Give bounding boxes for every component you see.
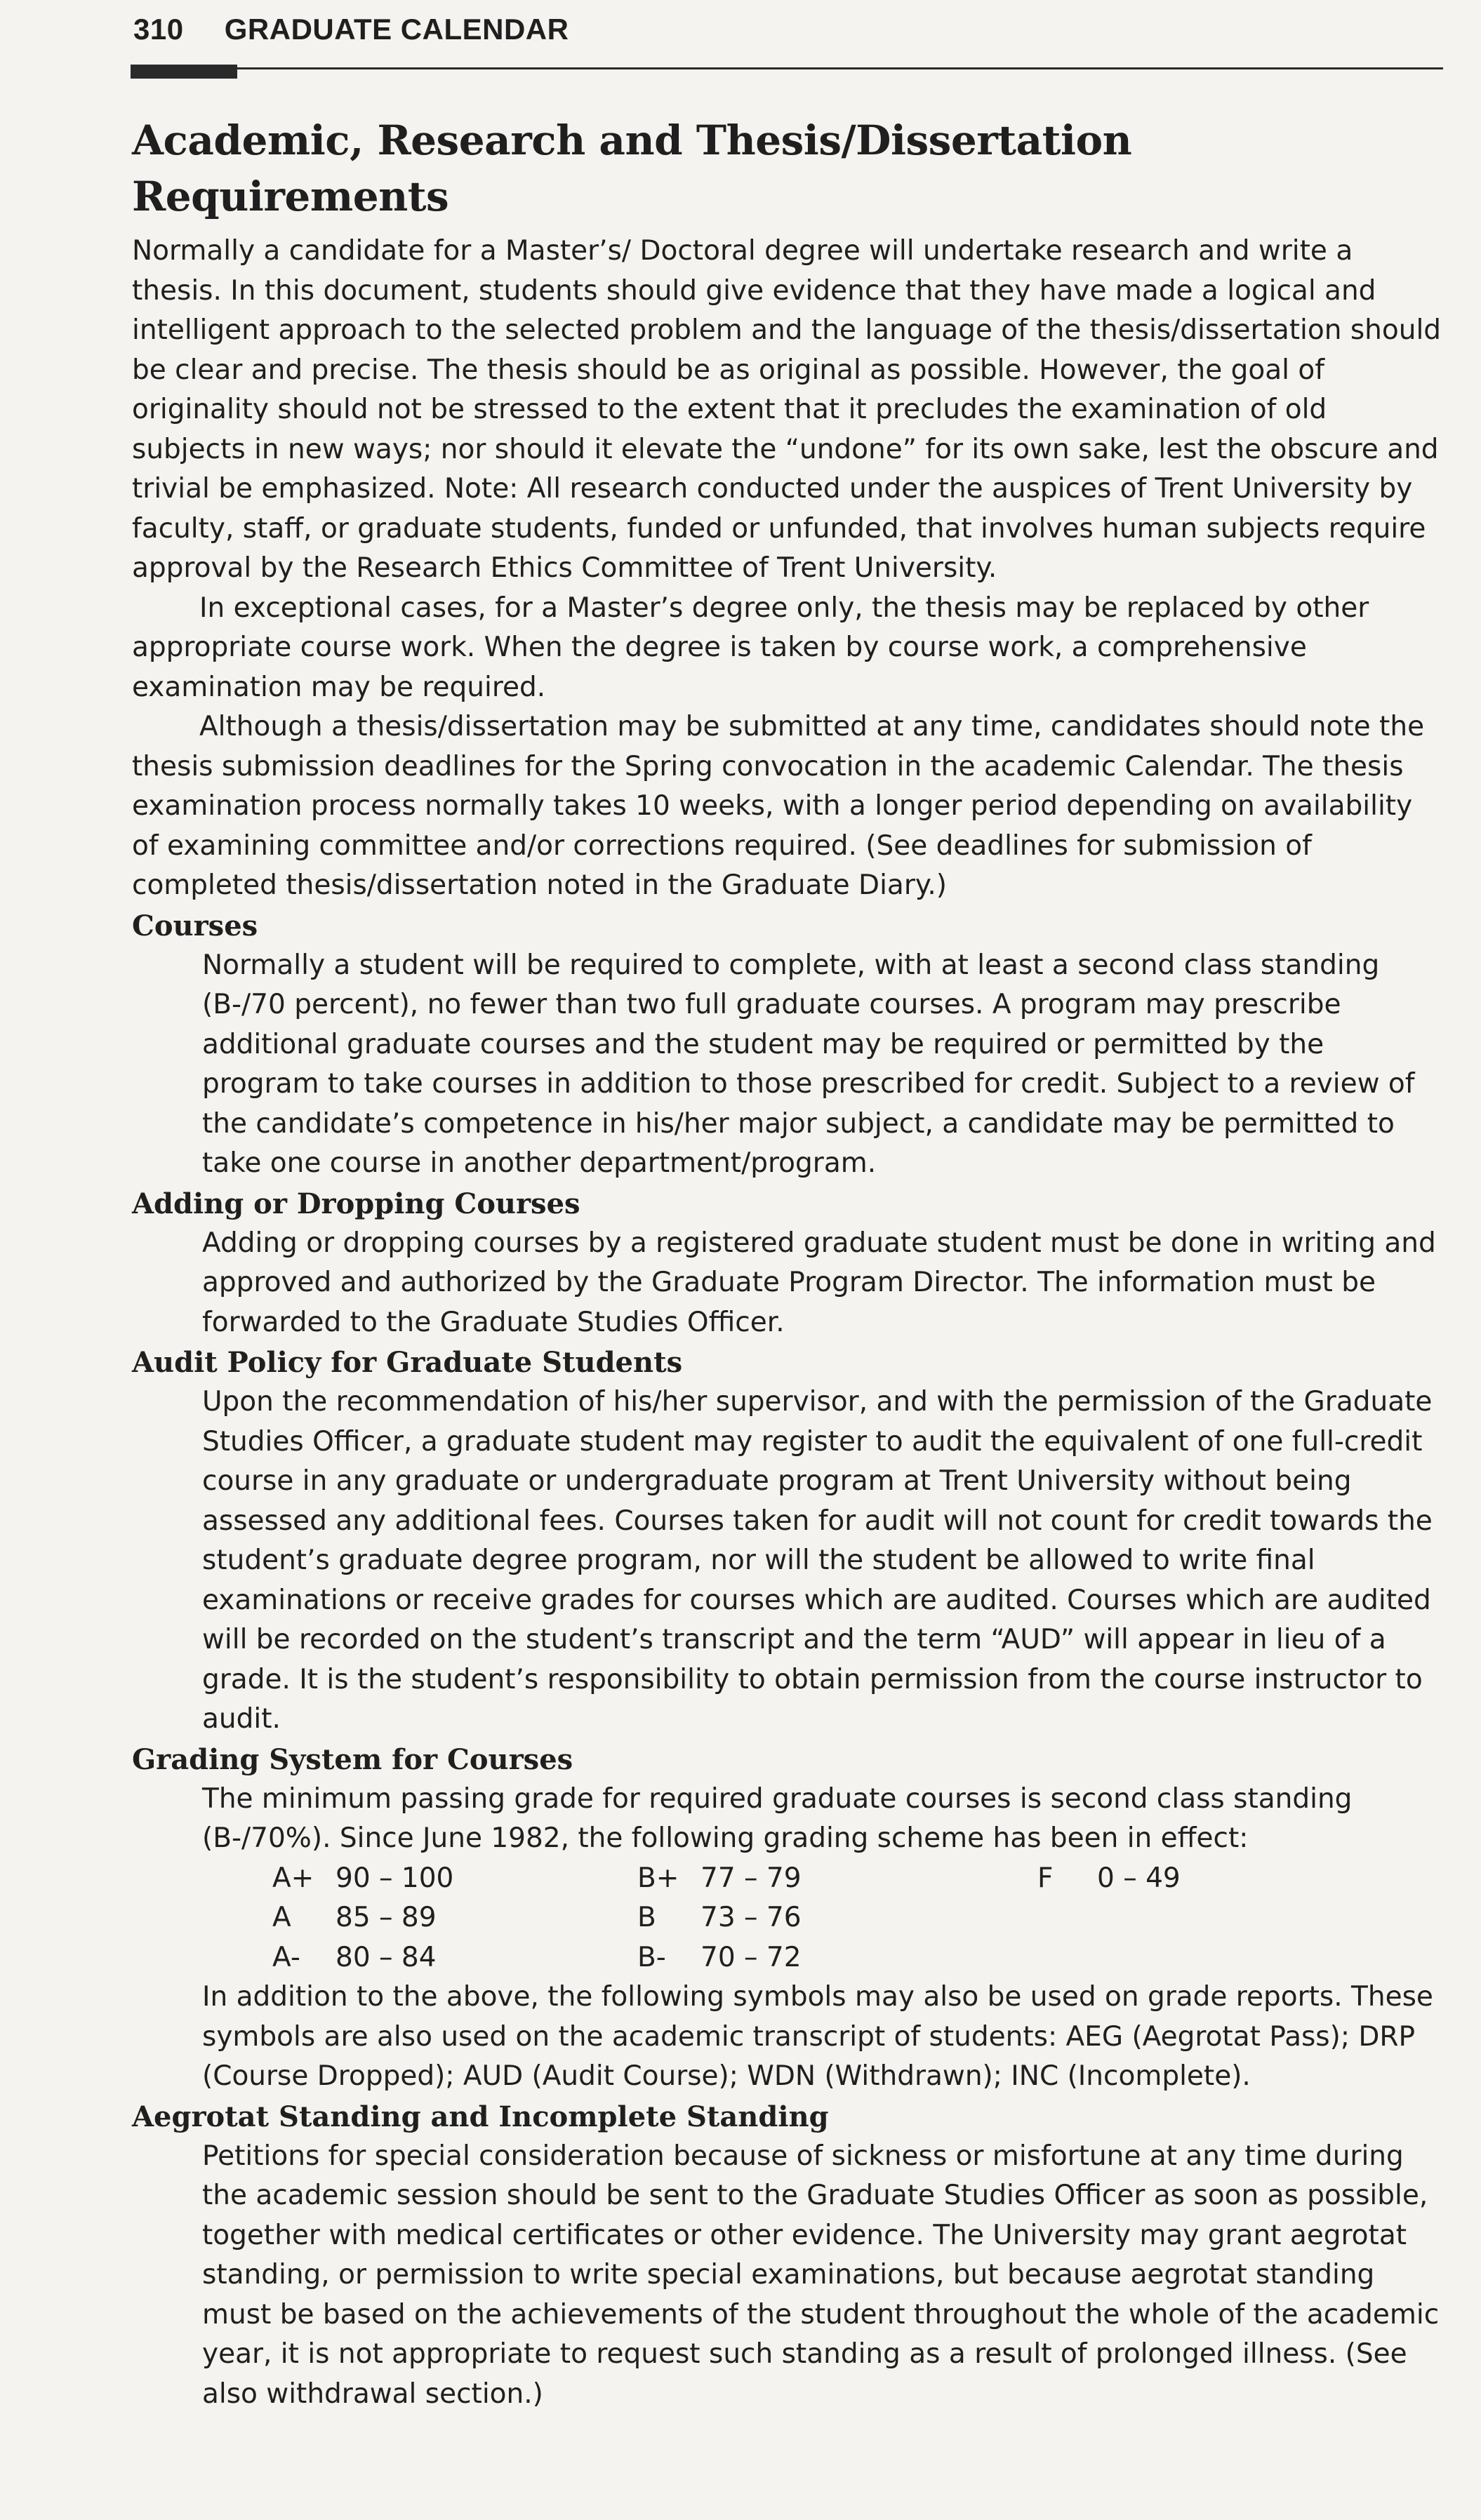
aegrotat-text: Petitions for special consideration because of sickness or misfortune at any time during the academic session should be sent to the Graduate Studies Officer as soon as possible, together with medical certificates or other evidence. The University may grant aegrotat standing, or permission to write special examinations, but because aegrotat standing must be based on the achievements of the student throughout the whole of the academic year, it is not appropriate to request such standing as a result of prolonged illness. (See also withdrawal section.) [202, 2140, 1440, 2410]
grade-range: 70 – 72 [700, 1941, 802, 1973]
grading-system-text: The minimum passing grade for required graduate courses is second class standing (B-/70%). Since June 1982, the following grading scheme has been in effect: [202, 1782, 1353, 1854]
page-number: 310 [133, 13, 184, 46]
audit-policy-text: Upon the recommendation of his/her supervisor, and with the permission of the Graduate Studies Officer, a graduate student may register to audit the equivalent of one full-credit course in any graduate or undergraduate program at Trent University without being assessed any additional fees. Courses taken for audit will not count for credit towards the student’s graduate degree program, nor will the student be allowed to write final examinations or receive grades for courses which are audited. Courses which are audited will be recorded on the student’s transcript and the term “AUD” will appear in lieu of a grade. It is the student’s responsibility to obtain permission from the course instructor to audit. [202, 1386, 1433, 1735]
intro-paragraph-3: Although a thesis/dissertation may be submitted at any time, candidates should note the thesis submission deadlines for the Spring convocation in the academic Calendar. The thesis examination process normally takes 10 weeks, with a longer period depending on availability of examining committee and/or corrections required. (See deadlines for submission of completed thesis/dissertation noted in the Graduate Diary.) [132, 711, 1425, 901]
intro-paragraph-2: In exceptional cases, for a Master’s degree only, the thesis may be replaced by other appropriate course work. When the degree is taken by course work, a comprehensive examination may be required. [132, 592, 1369, 703]
page-title: Academic, Research and Thesis/Dissertation Requirements [132, 116, 1132, 220]
header-rule-block [131, 65, 237, 79]
grade-letter: B+ [637, 1862, 679, 1894]
main-content [132, 112, 1445, 2414]
grade-row [202, 1938, 1445, 1978]
grade-letter: B [637, 1902, 656, 1933]
grade-range: 85 – 89 [336, 1902, 437, 1933]
grade-letter: B- [637, 1941, 666, 1973]
grade-letter: A+ [272, 1862, 314, 1894]
running-title: GRADUATE CALENDAR [224, 13, 569, 46]
grade-range: 90 – 100 [336, 1862, 454, 1894]
courses-heading: Courses [132, 909, 258, 942]
grading-symbols-text: In addition to the above, the following symbols may also be used on grade reports. These symbols are also used on the academic transcript of students: AEG (Aegrotat Pass); DRP (Course Dropped); AUD (Audit Course); WDN (Withdrawn); INC (Incomplete). [202, 1981, 1433, 2092]
grade-range: 80 – 84 [336, 1941, 437, 1973]
courses-text: Normally a student will be required to complete, with at least a second class standing (B-/70 percent), no fewer than two full graduate courses. A program may prescribe additional graduate courses and the student may be required or permitted by the program to take courses in addition to those prescribed for credit. Subject to a review of the candidate’s competence in his/her major subject, a candidate may be permitted to take one course in another department/program. [202, 949, 1415, 1179]
grade-range: 0 – 49 [1097, 1862, 1181, 1894]
header-rule [131, 67, 1443, 69]
audit-policy-heading: Audit Policy for Graduate Students [132, 1346, 683, 1379]
running-header [133, 13, 569, 46]
grade-letter: F [1037, 1862, 1054, 1894]
grade-row [202, 1898, 1445, 1938]
grade-row [202, 1859, 1445, 1899]
adding-dropping-text: Adding or dropping courses by a registered graduate student must be done in writing and approved and authorized by the Graduate Program Director. The information must be forwarded to the Graduate Studies Officer. [202, 1227, 1436, 1338]
grade-letter: A- [272, 1941, 300, 1973]
grade-table [202, 1859, 1445, 1978]
grade-range: 73 – 76 [700, 1902, 802, 1933]
adding-dropping-heading: Adding or Dropping Courses [132, 1187, 580, 1220]
intro-paragraph-1: Normally a candidate for a Master’s/ Doctoral degree will undertake research and write a thesis. In this document, students should give evidence that they have made a logical and intelligent approach to the selected problem and the language of the thesis/dissertation should be clear and precise. The thesis should be as original as possible. However, the goal of originality should not be stressed to the extent that it precludes the examination of old subjects in new ways; nor should it elevate the “undone” for its own sake, lest the obscure and trivial be emphasized. Note: All research conducted under the auspices of Trent University by faculty, staff, or graduate students, funded or unfunded, that involves human subjects require approval by the Research Ethics Committee of Trent University. [132, 235, 1442, 584]
grade-range: 77 – 79 [700, 1862, 802, 1894]
aegrotat-heading: Aegrotat Standing and Incomplete Standing [132, 2100, 829, 2133]
grading-system-heading: Grading System for Courses [132, 1742, 573, 1776]
grade-letter: A [272, 1902, 291, 1933]
